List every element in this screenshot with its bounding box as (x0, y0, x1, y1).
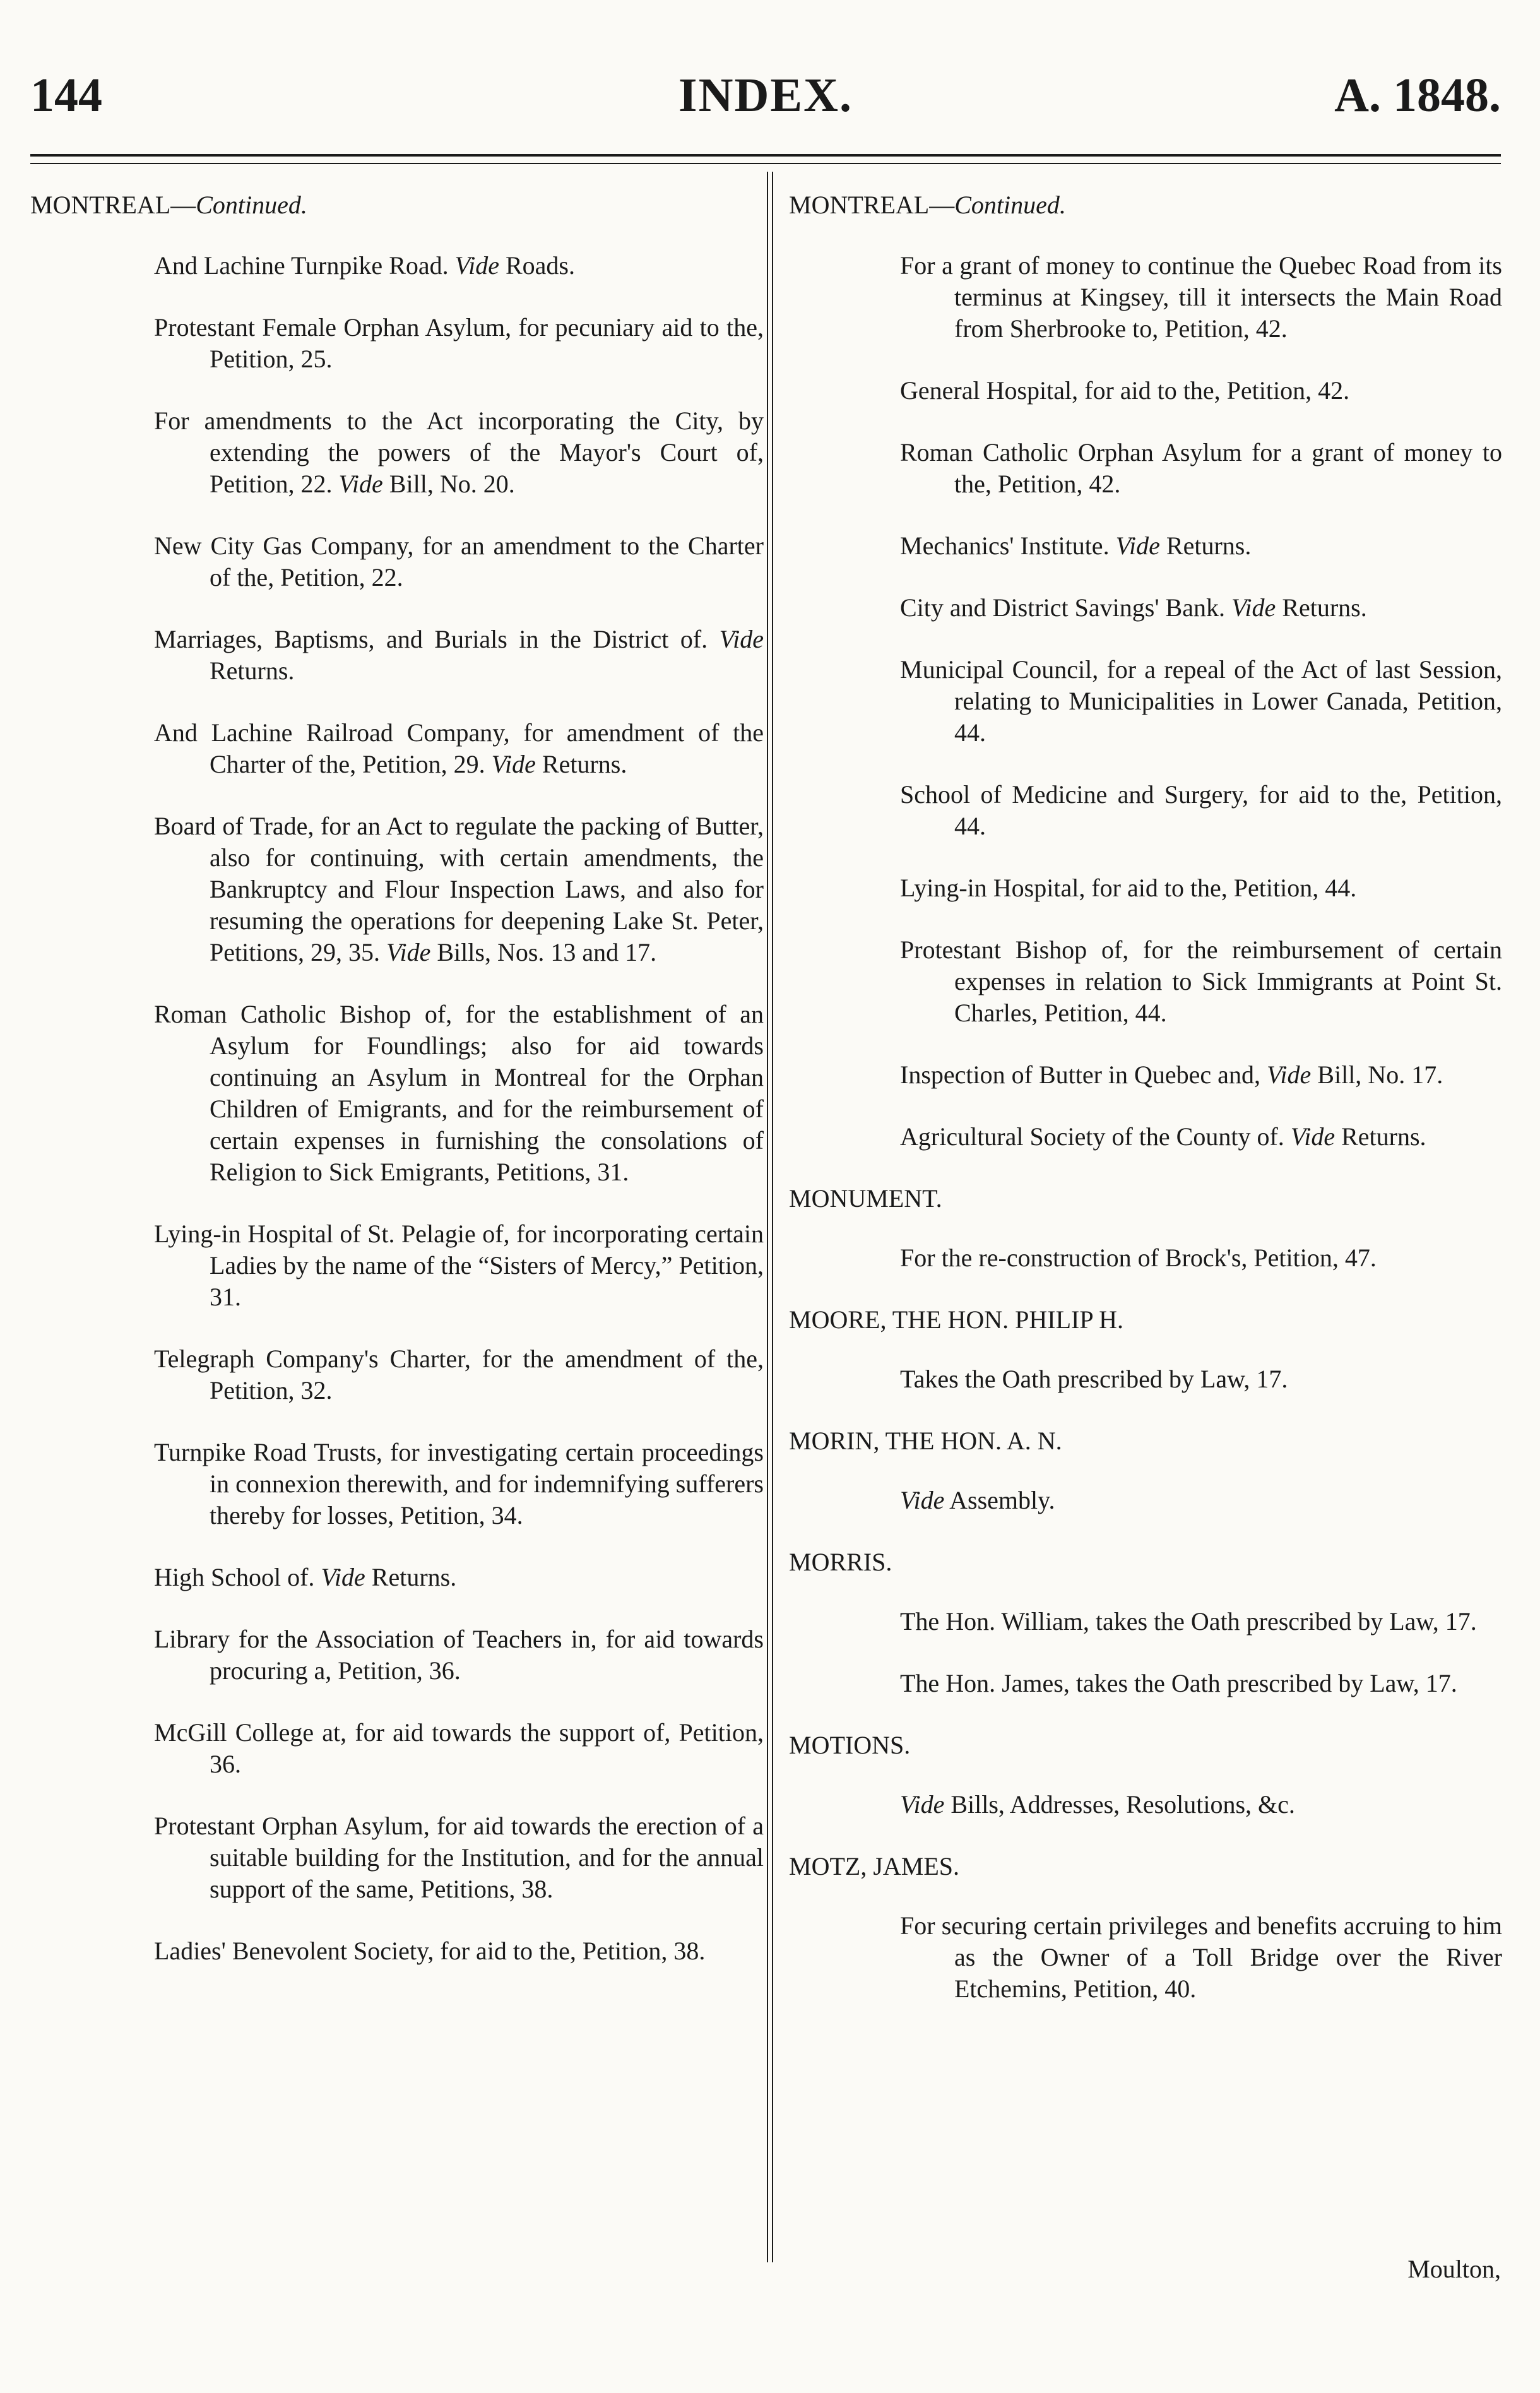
index-entry: Telegraph Company's Charter, for the amendment of the, Petition, 32. (154, 1345, 764, 1404)
section-heading: MORIN, THE HON. A. N. (789, 1427, 1062, 1455)
vide-reference: Vide (386, 938, 431, 966)
index-entry: High School of. Vide Returns. (154, 1563, 457, 1591)
vide-reference: Vide (321, 1563, 365, 1591)
catchword: Moulton, (1407, 2255, 1501, 2283)
section-heading: MOTZ, JAMES. (789, 1852, 960, 1880)
index-entry: New City Gas Company, for an amendment to the Charter of the, Petition, 22. (154, 531, 764, 591)
left-column (30, 189, 764, 1997)
vide-reference: Vide (719, 625, 764, 653)
index-entry: Takes the Oath prescribed by Law, 17. (900, 1365, 1288, 1393)
left-entry-list (30, 250, 764, 1967)
index-entry: Vide Bills, Addresses, Resolutions, &c. (900, 1790, 1295, 1819)
vide-reference: Vide (900, 1486, 945, 1514)
vide-reference: Vide (1290, 1122, 1336, 1151)
vide-reference: Vide (900, 1790, 945, 1819)
header-rule-thin (30, 163, 1501, 164)
index-entry: Lying-in Hospital of St. Pelagie of, for incorporating certain Ladies by the name of the “Sisters of Mercy,” Petition, 31. (154, 1220, 764, 1311)
section-heading: MONUMENT. (789, 1184, 942, 1213)
index-entry: For the re-construction of Brock's, Petition, 47. (900, 1244, 1377, 1272)
right-entry-list (789, 250, 1502, 1153)
section-heading: MOTIONS. (789, 1731, 911, 1759)
heading-name: MONTREAL— (789, 191, 955, 219)
index-entry: Protestant Bishop of, for the reimbursement of certain expenses in relation to Sick Immigrants at Point St. Charles, Petition, 44. (900, 935, 1502, 1027)
index-entry: And Lachine Turnpike Road. Vide Roads. (154, 251, 575, 280)
heading-continued: Continued. (196, 191, 307, 219)
index-entry: Turnpike Road Trusts, for investigating certain proceedings in connexion therewith, and for indemnifying sufferers thereby for losses, Petition, 34. (154, 1438, 764, 1529)
index-entry: Roman Catholic Bishop of, for the establishment of an Asylum for Foundlings; also for aid towards continuing an Asylum in Montreal for the Orphan Children of Emigrants, and for the reimbursement of certain expenses in furnishing the consolations of Religion to Sick Emigrants, Petitions, 31. (154, 1000, 764, 1186)
index-entry: Ladies' Benevolent Society, for aid to the, Petition, 38. (154, 1937, 706, 1965)
index-entry: For amendments to the Act incorporating the City, by extending the powers of the Mayor's Court of, Petition, 22. Vide Bill, No. 20. (154, 407, 764, 498)
index-entry: Inspection of Butter in Quebec and, Vide Bill, No. 17. (900, 1060, 1443, 1089)
index-entry: For a grant of money to continue the Quebec Road from its terminus at Kingsey, till it intersects the Main Road from Sherbrooke to, Petition, 42. (900, 251, 1502, 343)
column-divider (772, 172, 773, 2262)
index-entry: Protestant Orphan Asylum, for aid towards the erection of a suitable building for the Institution, and for the annual support of the same, Petitions, 38. (154, 1812, 764, 1903)
vide-reference: Vide (1266, 1060, 1312, 1089)
heading-continued: Continued. (954, 191, 1066, 219)
vide-reference: Vide (454, 251, 499, 280)
section-heading (789, 189, 1502, 221)
vide-reference: Vide (1115, 531, 1160, 560)
index-entry: Municipal Council, for a repeal of the Act of last Session, relating to Municipalities in Lower Canada, Petition, 44. (900, 655, 1502, 747)
index-entry: Agricultural Society of the County of. Vide Returns. (900, 1122, 1426, 1151)
index-entry: For securing certain privileges and benefits accruing to him as the Owner of a Toll Bridge over the River Etchemins, Petition, 40. (900, 1911, 1502, 2003)
header-rule-thick (30, 154, 1501, 157)
index-entry: Board of Trade, for an Act to regulate the packing of Butter, also for continuing, with certain amendments, the Bankruptcy and Flour Inspection Laws, and also for resuming the operations for deepening Lake St. Peter, Petitions, 29, 35. Vide Bills, Nos. 13 and 17. (154, 812, 764, 966)
header-year: A. 1848. (1334, 69, 1501, 122)
index-entry: Lying-in Hospital, for aid to the, Petition, 44. (900, 874, 1357, 902)
vide-reference: Vide (338, 470, 383, 498)
section-heading: MOORE, THE HON. PHILIP H. (789, 1305, 1123, 1334)
vide-reference: Vide (491, 750, 536, 778)
right-column (789, 189, 1502, 2035)
page-title: INDEX. (678, 69, 853, 122)
index-entry: The Hon. William, takes the Oath prescribed by Law, 17. (900, 1607, 1477, 1636)
page-number: 144 (30, 69, 102, 122)
index-entry: Mechanics' Institute. Vide Returns. (900, 531, 1252, 560)
index-entry: School of Medicine and Surgery, for aid to the, Petition, 44. (900, 780, 1502, 840)
section-heading: MORRIS. (789, 1548, 892, 1576)
index-entry: City and District Savings' Bank. Vide Returns. (900, 593, 1367, 622)
index-entry: Protestant Female Orphan Asylum, for pecuniary aid to the, Petition, 25. (154, 313, 764, 373)
index-entry: Roman Catholic Orphan Asylum for a grant of money to the, Petition, 42. (900, 438, 1502, 498)
index-entry: And Lachine Railroad Company, for amendment of the Charter of the, Petition, 29. Vide Returns. (154, 718, 764, 778)
vide-reference: Vide (1231, 593, 1276, 622)
index-entry: The Hon. James, takes the Oath prescribed by Law, 17. (900, 1669, 1457, 1697)
heading-name: MONTREAL— (30, 191, 196, 219)
page-header (30, 67, 1501, 124)
right-section-list (789, 1183, 1502, 2005)
index-entry: Vide Assembly. (900, 1486, 1055, 1514)
index-entry: Marriages, Baptisms, and Burials in the District of. Vide Returns. (154, 625, 764, 685)
index-entry: Library for the Association of Teachers in, for aid towards procuring a, Petition, 36. (154, 1625, 764, 1685)
column-divider (767, 172, 768, 2262)
index-entry: McGill College at, for aid towards the support of, Petition, 36. (154, 1718, 764, 1778)
index-entry: General Hospital, for aid to the, Petition, 42. (900, 376, 1350, 405)
section-heading (30, 189, 764, 221)
